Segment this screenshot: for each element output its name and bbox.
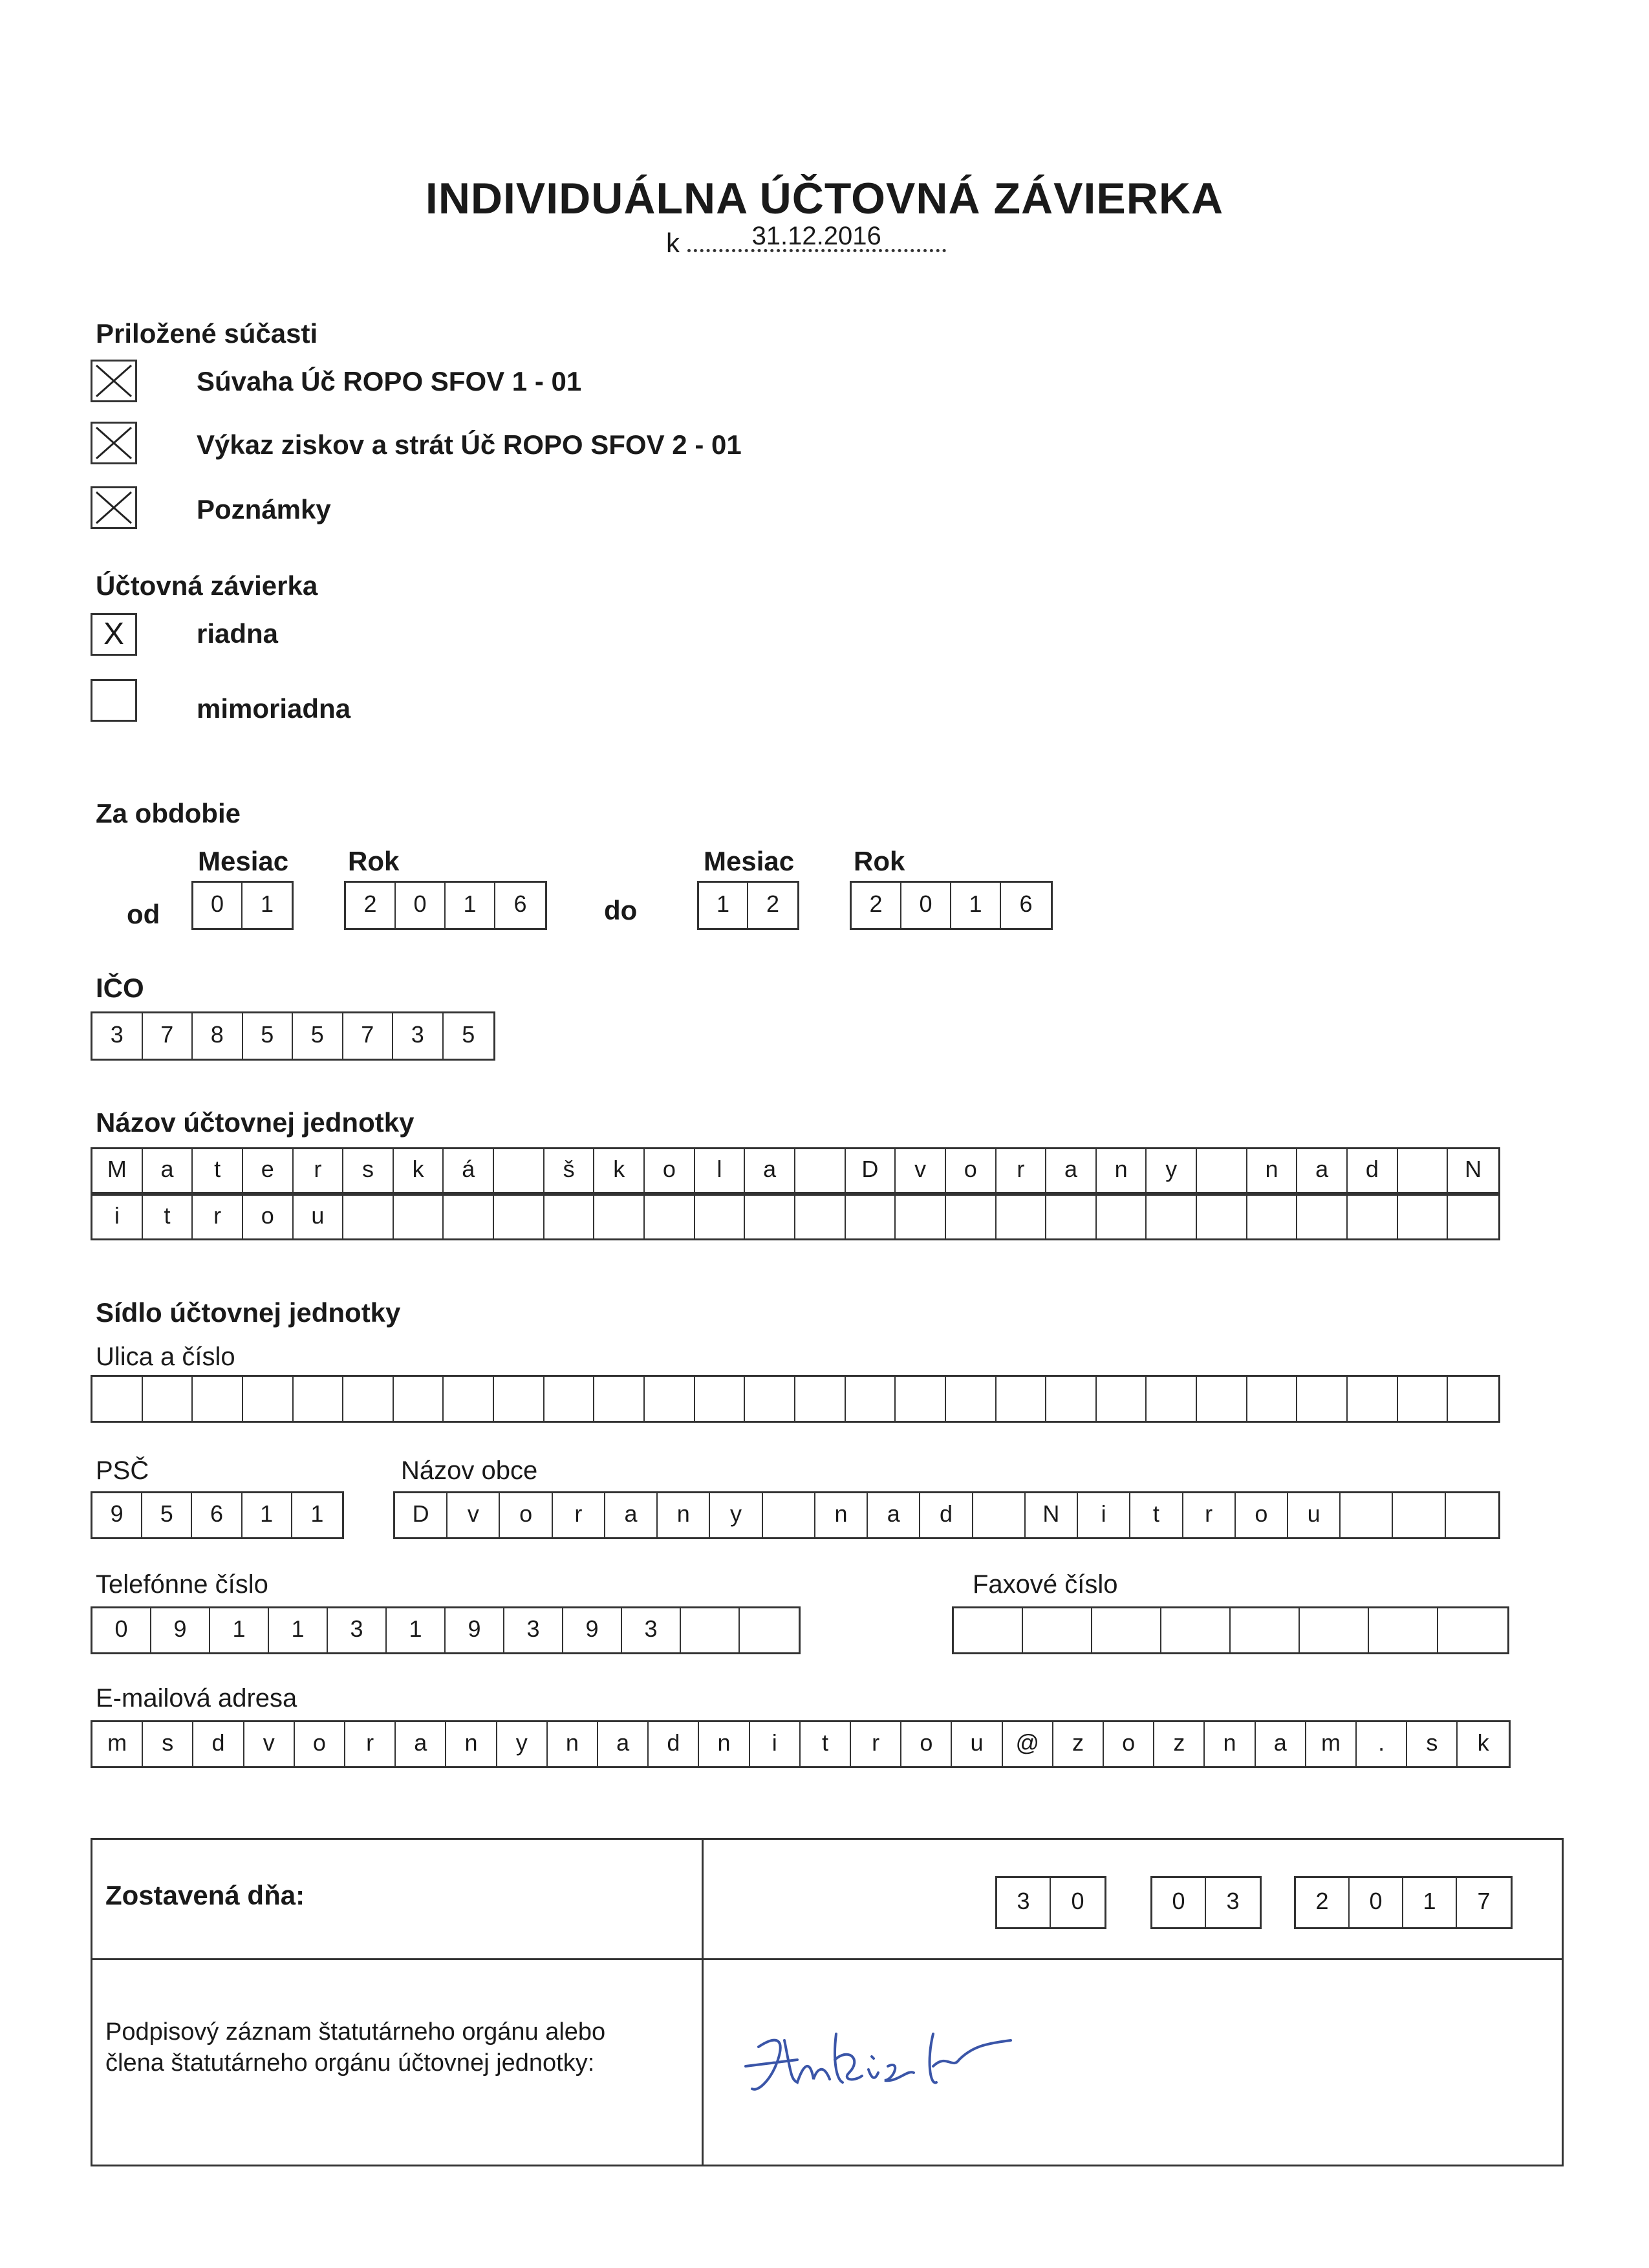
compiled-day-field[interactable] (995, 1876, 1106, 1929)
char-cell: a (868, 1493, 920, 1537)
char-cell (1046, 1377, 1097, 1421)
char-cell: a (745, 1149, 795, 1192)
char-cell: d (1348, 1149, 1398, 1192)
char-cell (1297, 1377, 1348, 1421)
attachment-label-income-statement: Výkaz ziskov a strát Úč ROPO SFOV 2 - 01 (197, 429, 742, 460)
char-cell: a (1297, 1149, 1348, 1192)
char-cell: 0 (1071, 1888, 1084, 1914)
char-cell: r (851, 1722, 901, 1766)
char-cell: 2 (852, 883, 901, 928)
char-cell: 1 (260, 891, 274, 917)
from-month-field[interactable] (191, 881, 294, 930)
char-cell: 1 (1403, 1878, 1457, 1927)
fax-label: Faxové číslo (973, 1570, 1118, 1599)
char-cell: e (243, 1149, 294, 1192)
char-cell: v (447, 1493, 500, 1537)
char-cell (896, 1377, 946, 1421)
char-cell: N (1465, 1156, 1482, 1182)
char-cell: 9 (563, 1608, 622, 1652)
char-cell: 1 (699, 883, 748, 928)
from-year-field[interactable] (344, 881, 547, 930)
char-cell (1247, 1196, 1298, 1238)
char-cell: 2 (766, 891, 780, 917)
char-cell: d (649, 1722, 699, 1766)
char-cell: y (497, 1722, 548, 1766)
char-cell: z (1154, 1722, 1205, 1766)
char-cell (1398, 1196, 1449, 1238)
psc-field[interactable] (91, 1491, 344, 1539)
char-cell (594, 1377, 645, 1421)
char-cell: v (896, 1149, 946, 1192)
char-cell (1247, 1377, 1298, 1421)
char-cell: 0 (193, 883, 242, 928)
char-cell: i (1078, 1493, 1130, 1537)
compiled-month-field[interactable] (1150, 1876, 1262, 1929)
char-cell: 6 (513, 891, 527, 917)
char-cell (896, 1196, 946, 1238)
char-cell: 2 (346, 883, 396, 928)
char-cell (1393, 1493, 1445, 1537)
char-cell: á (444, 1149, 494, 1192)
char-cell: 1 (951, 883, 1001, 928)
as-of-date-field[interactable]: 31.12.2016 (687, 223, 946, 252)
char-cell: m (92, 1722, 143, 1766)
char-cell: a (1046, 1149, 1097, 1192)
char-cell: D (395, 1493, 447, 1537)
char-cell: 0 (1152, 1878, 1206, 1927)
char-cell: 9 (446, 1608, 504, 1652)
street-field[interactable] (91, 1375, 1500, 1423)
char-cell (1147, 1196, 1197, 1238)
street-label: Ulica a číslo (96, 1343, 235, 1371)
char-cell: r (345, 1722, 396, 1766)
char-cell: k (594, 1149, 645, 1192)
char-cell: 3 (1226, 1888, 1240, 1914)
char-cell: 3 (997, 1878, 1051, 1927)
char-cell: n (446, 1722, 497, 1766)
char-cell (745, 1196, 795, 1238)
statement-type-heading: Účtovná závierka (96, 570, 318, 601)
char-cell (494, 1149, 544, 1192)
char-cell (695, 1377, 746, 1421)
town-field[interactable] (393, 1491, 1500, 1539)
char-cell: t (193, 1149, 243, 1192)
char-cell: 0 (1350, 1878, 1403, 1927)
char-cell: n (1097, 1149, 1147, 1192)
char-cell: s (1407, 1722, 1458, 1766)
period-heading: Za obdobie (96, 798, 241, 828)
char-cell: n (1247, 1149, 1298, 1192)
char-cell (1446, 1493, 1498, 1537)
char-cell: 5 (462, 1021, 475, 1048)
entity-name-row-2[interactable] (91, 1194, 1500, 1240)
char-cell (1300, 1608, 1369, 1652)
char-cell: t (801, 1722, 851, 1766)
char-cell (1092, 1608, 1161, 1652)
char-cell: a (605, 1493, 658, 1537)
checkbox-balance-sheet[interactable] (91, 360, 137, 402)
char-cell (1448, 1196, 1498, 1238)
char-cell: u (1288, 1493, 1341, 1537)
char-cell: 5 (142, 1493, 192, 1537)
char-cell (795, 1377, 846, 1421)
as-of-date (666, 222, 946, 260)
char-cell (954, 1608, 1023, 1652)
char-cell: u (952, 1722, 1002, 1766)
char-cell: o (500, 1493, 552, 1537)
char-cell: 3 (92, 1013, 143, 1059)
char-cell: i (750, 1722, 801, 1766)
table-divider (92, 1958, 1562, 1960)
psc-label: PSČ (96, 1456, 149, 1485)
char-cell (740, 1608, 799, 1652)
phone-label: Telefónne číslo (96, 1570, 268, 1599)
char-cell: o (243, 1196, 294, 1238)
to-month-label: Mesiac (704, 846, 795, 876)
char-cell: n (548, 1722, 598, 1766)
char-cell (1398, 1149, 1449, 1192)
char-cell: y (710, 1493, 762, 1537)
char-cell (1097, 1196, 1147, 1238)
char-cell (494, 1377, 544, 1421)
char-cell (92, 1377, 143, 1421)
char-cell: N (1026, 1493, 1078, 1537)
char-cell: 3 (504, 1608, 563, 1652)
to-year-field[interactable] (850, 881, 1053, 930)
char-cell: . (1357, 1722, 1407, 1766)
char-cell (1438, 1608, 1507, 1652)
char-cell (973, 1493, 1026, 1537)
char-cell: r (193, 1196, 243, 1238)
char-cell (294, 1377, 344, 1421)
phone-field[interactable] (91, 1606, 801, 1654)
x-mark-icon (92, 488, 135, 527)
checkbox-notes[interactable] (91, 486, 137, 529)
char-cell: 8 (193, 1013, 243, 1059)
char-cell (1161, 1608, 1231, 1652)
char-cell: 1 (310, 1500, 324, 1527)
to-label: do (604, 895, 638, 925)
checkbox-regular[interactable] (91, 613, 137, 656)
char-cell: @ (1003, 1722, 1053, 1766)
char-cell: l (695, 1149, 746, 1192)
char-cell: n (1205, 1722, 1255, 1766)
char-cell (946, 1377, 997, 1421)
char-cell: 5 (293, 1013, 343, 1059)
char-cell: 7 (343, 1013, 394, 1059)
char-cell: o (295, 1722, 345, 1766)
char-cell: s (143, 1722, 193, 1766)
char-cell (444, 1377, 494, 1421)
seat-heading: Sídlo účtovnej jednotky (96, 1297, 401, 1328)
char-cell (795, 1196, 846, 1238)
compiled-year-field[interactable] (1294, 1876, 1513, 1929)
char-cell: a (1256, 1722, 1306, 1766)
char-cell: 9 (151, 1608, 210, 1652)
option-label-regular: riadna (197, 618, 279, 649)
char-cell (1147, 1377, 1197, 1421)
x-mark: X (103, 617, 124, 651)
char-cell (1341, 1493, 1393, 1537)
char-cell: n (699, 1722, 749, 1766)
email-label: E-mailová adresa (96, 1684, 297, 1712)
from-label: od (127, 899, 160, 929)
char-cell: s (343, 1149, 394, 1192)
char-cell (1348, 1377, 1398, 1421)
attachment-label-balance-sheet: Súvaha Úč ROPO SFOV 1 - 01 (197, 366, 582, 396)
handwritten-signature (739, 2008, 1075, 2111)
char-cell: M (92, 1149, 143, 1192)
char-cell: r (294, 1149, 344, 1192)
char-cell: 3 (328, 1608, 387, 1652)
char-cell: 7 (1477, 1888, 1491, 1914)
entity-name-label: Názov účtovnej jednotky (96, 1107, 415, 1138)
char-cell (544, 1377, 595, 1421)
char-cell (795, 1149, 846, 1192)
char-cell: d (193, 1722, 244, 1766)
char-cell (193, 1377, 243, 1421)
char-cell: n (658, 1493, 710, 1537)
char-cell: 1 (446, 883, 495, 928)
char-cell: 1 (269, 1608, 328, 1652)
char-cell: z (1053, 1722, 1104, 1766)
fax-field[interactable] (952, 1606, 1509, 1654)
char-cell: 6 (1019, 891, 1033, 917)
char-cell: D (846, 1149, 896, 1192)
table-divider (702, 1840, 704, 2165)
char-cell: r (1183, 1493, 1236, 1537)
char-cell (544, 1196, 595, 1238)
attachments-heading: Priložené súčasti (96, 318, 318, 349)
char-cell: 0 (396, 883, 446, 928)
email-field[interactable] (91, 1720, 1511, 1768)
char-cell (997, 1196, 1047, 1238)
char-cell (846, 1377, 896, 1421)
char-cell: a (598, 1722, 649, 1766)
char-cell: r (553, 1493, 605, 1537)
char-cell: o (1104, 1722, 1154, 1766)
char-cell (394, 1377, 444, 1421)
from-month-label: Mesiac (198, 846, 289, 876)
char-cell: 6 (192, 1493, 242, 1537)
to-year-label: Rok (854, 846, 905, 876)
signature-table (91, 1838, 1564, 2166)
char-cell (1197, 1196, 1247, 1238)
ico-field[interactable] (91, 1011, 495, 1061)
signature-label-line-1: Podpisový záznam štatutárneho orgánu alebo (105, 2018, 606, 2046)
char-cell (1348, 1196, 1398, 1238)
char-cell: k (394, 1149, 444, 1192)
char-cell (243, 1377, 294, 1421)
x-mark-icon (92, 362, 135, 400)
char-cell: o (1236, 1493, 1288, 1537)
char-cell (1197, 1149, 1247, 1192)
char-cell: t (1130, 1493, 1183, 1537)
char-cell: 7 (143, 1013, 193, 1059)
char-cell: r (997, 1149, 1047, 1192)
char-cell (594, 1196, 645, 1238)
char-cell: t (143, 1196, 193, 1238)
char-cell (681, 1608, 740, 1652)
from-year-label: Rok (348, 846, 400, 876)
char-cell: i (92, 1196, 143, 1238)
char-cell: š (544, 1149, 595, 1192)
char-cell (143, 1377, 193, 1421)
char-cell (343, 1196, 394, 1238)
char-cell (1197, 1377, 1247, 1421)
checkbox-extraordinary[interactable] (91, 679, 137, 722)
char-cell (645, 1377, 695, 1421)
ico-label: IČO (96, 973, 144, 1003)
char-cell: y (1147, 1149, 1197, 1192)
char-cell (1023, 1608, 1092, 1652)
char-cell (1448, 1377, 1498, 1421)
char-cell (494, 1196, 544, 1238)
char-cell: 2 (1296, 1878, 1350, 1927)
char-cell: a (143, 1149, 193, 1192)
checkbox-income-statement[interactable] (91, 422, 137, 464)
char-cell (1398, 1377, 1449, 1421)
char-cell: v (244, 1722, 295, 1766)
compiled-label: Zostavená dňa: (105, 1880, 305, 1910)
char-cell (763, 1493, 815, 1537)
char-cell (1046, 1196, 1097, 1238)
char-cell (343, 1377, 394, 1421)
char-cell (997, 1377, 1047, 1421)
char-cell: 3 (622, 1608, 681, 1652)
char-cell: o (946, 1149, 997, 1192)
char-cell (1369, 1608, 1438, 1652)
x-mark (92, 681, 135, 720)
char-cell: 3 (393, 1013, 444, 1059)
char-cell: 1 (387, 1608, 446, 1652)
char-cell (745, 1377, 795, 1421)
char-cell: 5 (243, 1013, 294, 1059)
entity-name-row-1[interactable] (91, 1147, 1500, 1194)
char-cell: d (920, 1493, 973, 1537)
char-cell (645, 1196, 695, 1238)
char-cell: 9 (92, 1493, 142, 1537)
attachment-label-notes: Poznámky (197, 494, 331, 524)
char-cell (1097, 1377, 1147, 1421)
char-cell (444, 1196, 494, 1238)
to-month-field[interactable] (697, 881, 799, 930)
char-cell: o (645, 1149, 695, 1192)
char-cell: o (901, 1722, 952, 1766)
char-cell: 0 (901, 883, 951, 928)
char-cell (946, 1196, 997, 1238)
char-cell: m (1306, 1722, 1357, 1766)
char-cell (1297, 1196, 1348, 1238)
signature-label-line-2: člena štatutárneho orgánu účtovnej jednotky: (105, 2049, 595, 2077)
char-cell (1231, 1608, 1300, 1652)
char-cell (394, 1196, 444, 1238)
char-cell: 1 (242, 1493, 292, 1537)
page-title: INDIVIDUÁLNA ÚČTOVNÁ ZÁVIERKA (425, 174, 1224, 223)
option-label-extraordinary: mimoriadna (197, 693, 351, 724)
x-mark-icon (92, 424, 135, 462)
town-label: Názov obce (401, 1456, 538, 1485)
char-cell: n (815, 1493, 868, 1537)
char-cell: a (396, 1722, 446, 1766)
char-cell: u (294, 1196, 344, 1238)
char-cell (695, 1196, 746, 1238)
char-cell (846, 1196, 896, 1238)
char-cell: k (1477, 1729, 1489, 1756)
as-of-prefix: k (666, 228, 680, 258)
char-cell: 1 (210, 1608, 269, 1652)
char-cell: 0 (92, 1608, 151, 1652)
